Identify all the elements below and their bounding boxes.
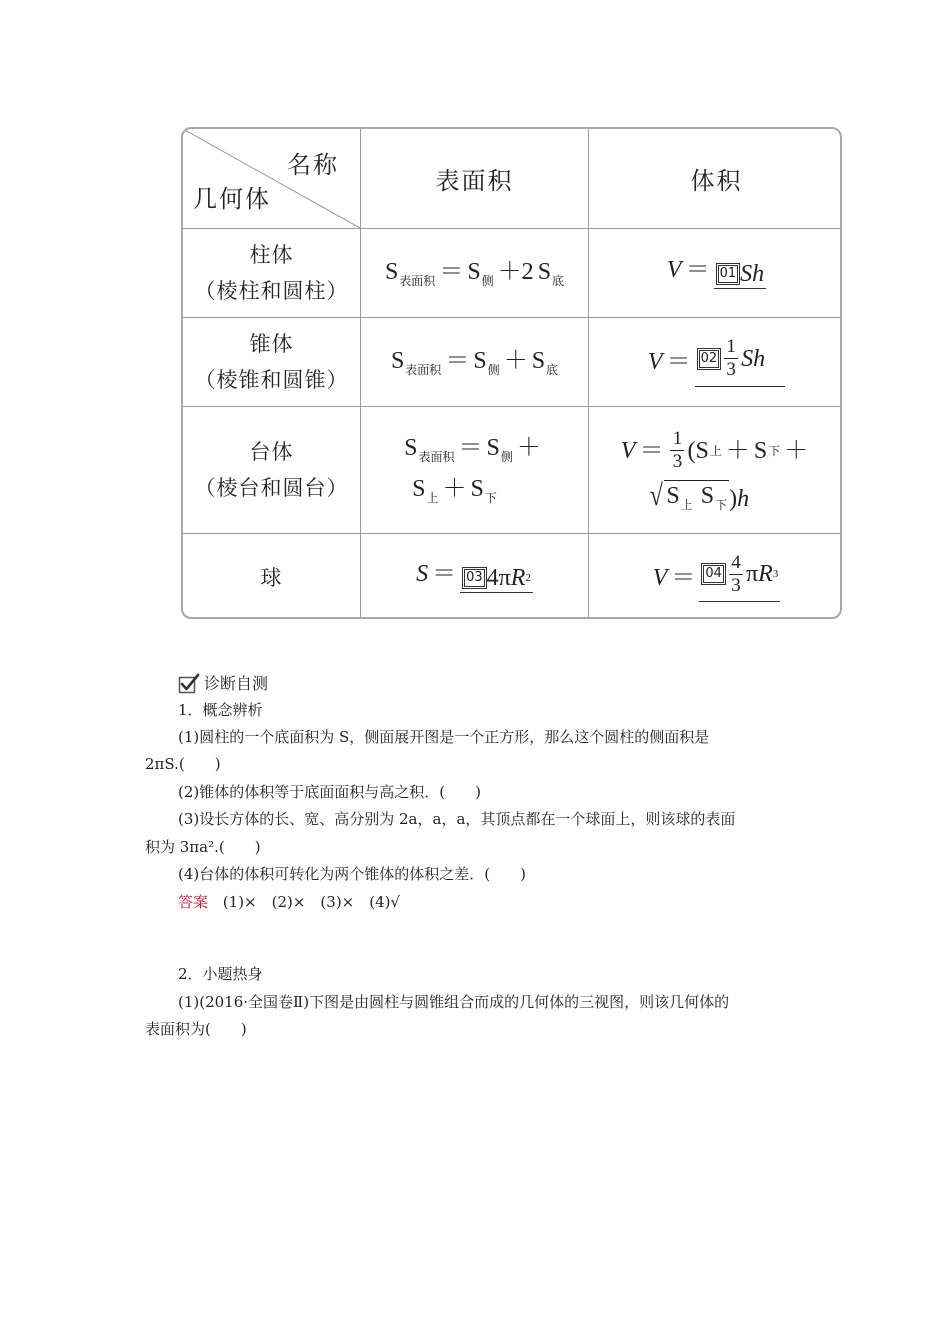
surface-formula-pyramid — [361, 318, 588, 406]
operator: ＋ — [784, 437, 809, 464]
subscript: 表面积 — [418, 450, 455, 464]
row-name-prism — [183, 229, 360, 317]
symbol: S — [666, 482, 680, 509]
denominator: 3 — [731, 574, 741, 596]
answer-label: 答案 — [178, 893, 209, 911]
subscript: 下 — [484, 491, 497, 505]
numerator: 1 — [726, 336, 736, 358]
operator: ＝ — [458, 435, 483, 461]
formula-table — [181, 127, 842, 619]
symbol: V — [652, 564, 668, 591]
volume-formula-frustum — [589, 407, 842, 533]
denominator: 3 — [672, 451, 683, 472]
answer-text: Sh — [740, 260, 765, 287]
paren: ( — [687, 437, 696, 464]
operator: ＋ — [442, 476, 467, 502]
question-1-1-line2: 2πS.( ) — [145, 755, 221, 773]
symbol: S — [753, 437, 768, 464]
subscript: 上 — [680, 497, 693, 512]
question-2-1-line2: 表面积为( ) — [145, 1020, 247, 1038]
answer-text: 4π — [486, 565, 511, 591]
volume-formula-pyramid — [589, 318, 842, 406]
operator: ＋ — [503, 347, 528, 374]
question-1-4: (4)台体的体积可转化为两个锥体的体积之差．( ) — [178, 865, 526, 883]
symbol: S — [467, 258, 481, 285]
volume-formula-prism — [589, 229, 842, 317]
fraction — [724, 337, 738, 380]
answer-blank — [714, 262, 767, 289]
operator: ＋ — [516, 435, 541, 461]
square-root: √ $S_上$ $S_下$ — [649, 478, 728, 512]
solid-name: 球 — [260, 565, 283, 590]
row-name-sphere — [183, 534, 360, 619]
subscript: 上 — [426, 491, 439, 505]
symbol: S — [473, 347, 487, 374]
subscript: 上 — [709, 443, 722, 458]
symbol: V — [666, 256, 682, 283]
operator: ＋2 — [497, 258, 534, 285]
volume-formula-sphere — [589, 534, 842, 619]
operator: ＝ — [445, 347, 470, 374]
subscript: 底 — [546, 362, 559, 377]
header-volume: 体积 — [690, 167, 743, 195]
symbol: S — [470, 476, 484, 502]
question-2-title: 2．小题热身 — [178, 965, 263, 983]
symbol: S — [537, 258, 552, 285]
subscript: 表面积 — [405, 362, 442, 377]
answer-blank — [695, 337, 786, 387]
paren: ) — [729, 485, 738, 512]
symbol: S — [384, 258, 399, 285]
solid-name: 锥体 — [249, 332, 294, 356]
surface-formula-sphere — [361, 534, 588, 619]
symbol: S — [486, 435, 500, 461]
symbol: S — [404, 435, 418, 461]
symbol: π — [745, 561, 759, 587]
answer-line — [178, 892, 400, 912]
question-1-1-line1: (1)圆柱的一个底面积为 S，侧面展开图是一个正方形，那么这个圆柱的侧面积是 — [178, 728, 710, 746]
operator: ＝ — [666, 349, 691, 375]
symbol: R — [758, 561, 773, 587]
solid-subname: （棱台和圆台） — [194, 476, 349, 500]
solid-subname: （棱锥和圆锥） — [194, 368, 349, 392]
fraction — [729, 553, 743, 596]
exponent: 3 — [772, 567, 779, 580]
blank-number-box: 04 — [705, 566, 722, 581]
symbol: S — [695, 437, 709, 464]
symbol: S — [531, 347, 546, 374]
solid-name: 柱体 — [249, 243, 294, 267]
operator: ＝ — [685, 256, 710, 283]
subscript: 下 — [768, 443, 781, 458]
symbol: S — [390, 347, 405, 374]
symbol: S — [416, 561, 429, 587]
symbol: S — [700, 482, 715, 509]
symbol: V — [647, 349, 663, 375]
numerator: 4 — [731, 551, 741, 573]
operator: ＋ — [725, 437, 750, 464]
subscript: 侧 — [487, 362, 500, 377]
answer-blank — [460, 566, 533, 593]
subscript: 表面积 — [399, 273, 436, 288]
question-1-3-line2: 积为 3πa².( ) — [145, 838, 261, 856]
checkbox-icon — [178, 673, 200, 695]
exponent: 2 — [525, 571, 531, 584]
question-1-title: 1．概念辨析 — [178, 701, 263, 719]
answer-blank — [699, 553, 780, 603]
header-surface-area: 表面积 — [435, 167, 514, 195]
solid-name: 台体 — [249, 440, 294, 464]
operator: ＝ — [439, 258, 464, 285]
section-title: 诊断自测 — [204, 674, 269, 693]
symbol: h — [737, 485, 750, 512]
question-1-2: (2)锥体的体积等于底面面积与高之积．( ) — [178, 783, 481, 801]
subscript: 下 — [715, 497, 728, 512]
symbol: S — [412, 476, 426, 502]
subscript: 底 — [552, 273, 565, 288]
answer-text: Sh — [741, 345, 766, 372]
corner-label-solid: 几何体 — [193, 185, 271, 213]
symbol: R — [510, 565, 526, 591]
blank-number-box: 01 — [719, 265, 737, 281]
subscript: 侧 — [500, 450, 513, 464]
symbol: V — [620, 437, 636, 464]
solid-subname: （棱柱和圆柱） — [194, 279, 349, 303]
corner-label-name: 名称 — [287, 151, 339, 179]
operator: ＝ — [432, 561, 457, 587]
question-1-3-line1: (3)设长方体的长、宽、高分别为 2a，a，a，其顶点都在一个球面上，则该球的表面 — [178, 810, 736, 828]
numerator: 1 — [672, 428, 683, 450]
operator: ＝ — [639, 437, 664, 464]
subscript: 侧 — [481, 273, 494, 288]
surface-formula-prism — [361, 229, 588, 317]
row-name-frustum — [183, 407, 360, 533]
row-name-pyramid — [183, 318, 360, 406]
fraction — [670, 429, 684, 472]
surface-formula-frustum — [361, 407, 588, 533]
question-2-1-line1: (1)(2016·全国卷Ⅱ)下图是由圆柱与圆锥组合而成的几何体的三视图，则该几何体的 — [178, 993, 730, 1011]
blank-number-box: 02 — [700, 350, 718, 366]
denominator: 3 — [726, 359, 736, 380]
answer-text: (1)× (2)× (3)× (4)√ — [222, 893, 401, 911]
blank-number-box: 03 — [466, 570, 483, 585]
operator: ＝ — [671, 564, 696, 591]
